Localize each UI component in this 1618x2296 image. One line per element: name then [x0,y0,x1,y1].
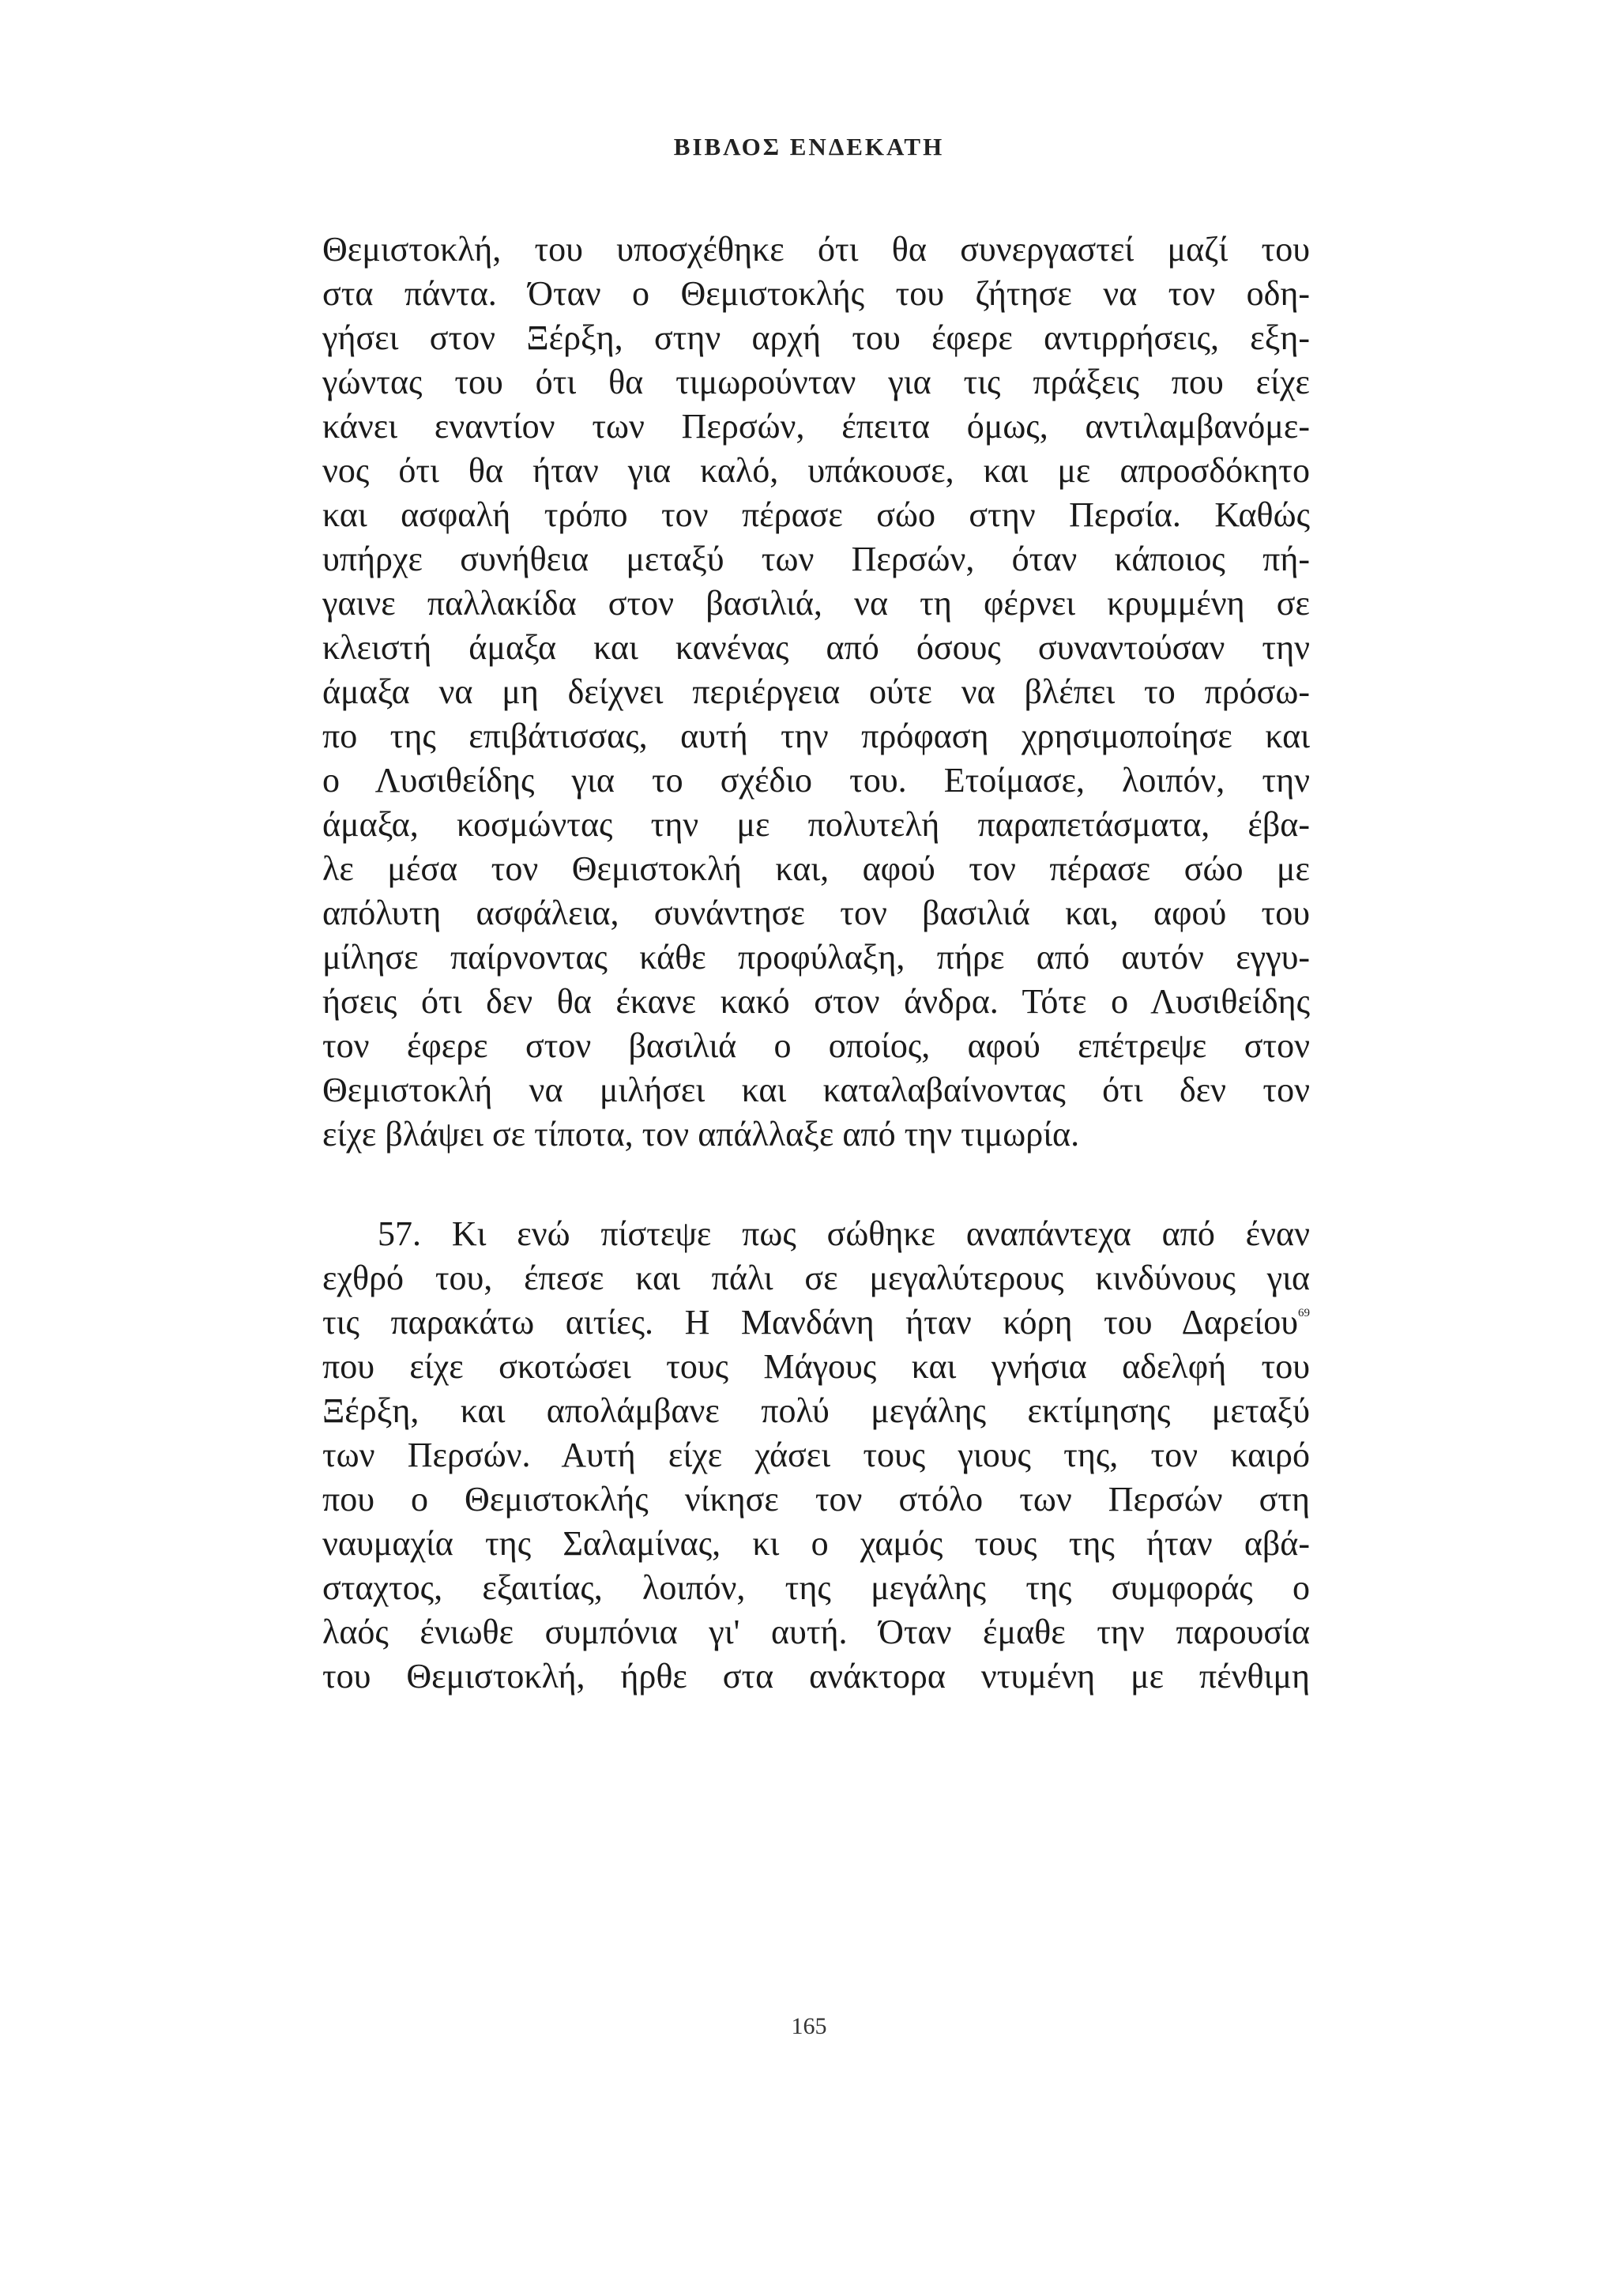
text-line: του Θεμιστοκλή, ήρθε στα ανάκτορα ντυμένη με πένθιμη [322,1657,1310,1696]
running-head: ΒΙΒΛΟΣ ΕΝΔΕΚΑΤΗ [673,133,945,160]
text-line: υπήρχε συνήθεια μεταξύ των Περσών, όταν κάποιος πή- [322,540,1310,578]
text-line: Θεμιστοκλή να μιλήσει και καταλαβαίνοντας ότι δεν τον [322,1071,1310,1109]
page-number: 165 [791,2013,827,2039]
text-line: που ο Θεμιστοκλής νίκησε τον στόλο των Περσών στη [322,1480,1310,1519]
text-line: μίλησε παίρνοντας κάθε προφύλαξη, πήρε από αυτόν εγγυ- [322,938,1310,977]
text-line: είχε βλάψει σε τίποτα, τον απάλλαξε από την τιμωρία. [322,1115,1080,1154]
body-text [322,228,1310,1699]
text-line [322,1300,1310,1345]
text-line: απόλυτη ασφάλεια, συνάντησε τον βασιλιά και, αφού του [322,894,1310,932]
text-line: κάνει εναντίον των Περσών, έπειτα όμως, αντιλαμβανόμε- [322,407,1310,446]
text-line: των Περσών. Αυτή είχε χάσει τους γιους της, τον καιρό [322,1436,1310,1474]
text-line: γήσει στον Ξέρξη, στην αρχή του έφερε αντιρρήσεις, εξη- [322,318,1310,357]
text-line: άμαξα να μη δείχνει περιέργεια ούτε να βλέπει το πρόσω- [322,672,1310,711]
text-line: σταχτος, εξαιτίας, λοιπόν, της μεγάλης της συμφοράς ο [322,1568,1310,1607]
text-line: άμαξα, κοσμώντας την με πολυτελή παραπετάσματα, έβα- [322,805,1310,844]
text-line: στα πάντα. Όταν ο Θεμιστοκλής του ζήτησε να τον οδη- [322,274,1310,313]
text-line: Θεμιστοκλή, του υποσχέθηκε ότι θα συνεργαστεί μαζί του [322,230,1310,269]
text-line: ο Λυσιθείδης για το σχέδιο του. Ετοίμασε, λοιπόν, την [322,761,1310,800]
text-line: νος ότι θα ήταν για καλό, υπάκουσε, και με απροσδόκητο [322,451,1310,490]
text-line: λαός ένιωθε συμπόνια γι' αυτή. Όταν έμαθε την παρουσία [322,1613,1310,1651]
text-line: εχθρό του, έπεσε και πάλι σε μεγαλύτερους κινδύνους για [322,1259,1310,1297]
text-line-content: τις παρακάτω αιτίες. Η Μανδάνη ήταν κόρη του Δαρείου [322,1303,1298,1342]
paragraph-2 [322,1212,1310,1699]
text-line: και ασφαλή τρόπο τον πέρασε σώο στην Περσία. Καθώς [322,495,1310,534]
paragraph-gap [322,1157,1310,1212]
text-line: γαινε παλλακίδα στον βασιλιά, να τη φέρνει κρυμμένη σε [322,584,1310,623]
text-line: γώντας του ότι θα τιμωρούνταν για τις πράξεις που είχε [322,363,1310,401]
text-line: κλειστή άμαξα και κανένας από όσους συναντούσαν την [322,628,1310,667]
text-line: πο της επιβάτισσας, αυτή την πρόφαση χρησιμοποίησε και [322,717,1310,755]
text-line: που είχε σκοτώσει τους Μάγους και γνήσια αδελφή του [322,1347,1310,1386]
text-line: ήσεις ότι δεν θα έκανε κακό στον άνδρα. Τότε ο Λυσιθείδης [322,982,1310,1021]
text-line: τον έφερε στον βασιλιά ο οποίος, αφού επέτρεψε στον [322,1026,1310,1065]
text-line: λε μέσα τον Θεμιστοκλή και, αφού τον πέρασε σώο με [322,849,1310,888]
text-line: ναυμαχία της Σαλαμίνας, κι ο χαμός τους της ήταν αβά- [322,1524,1310,1563]
footnote-marker: 69 [1298,1307,1310,1319]
text-line: 57. Κι ενώ πίστεψε πως σώθηκε αναπάντεχα από έναν [378,1214,1310,1253]
paragraph-1 [322,228,1310,1157]
text-line: Ξέρξη, και απολάμβανε πολύ μεγάλης εκτίμησης μεταξύ [322,1391,1310,1430]
